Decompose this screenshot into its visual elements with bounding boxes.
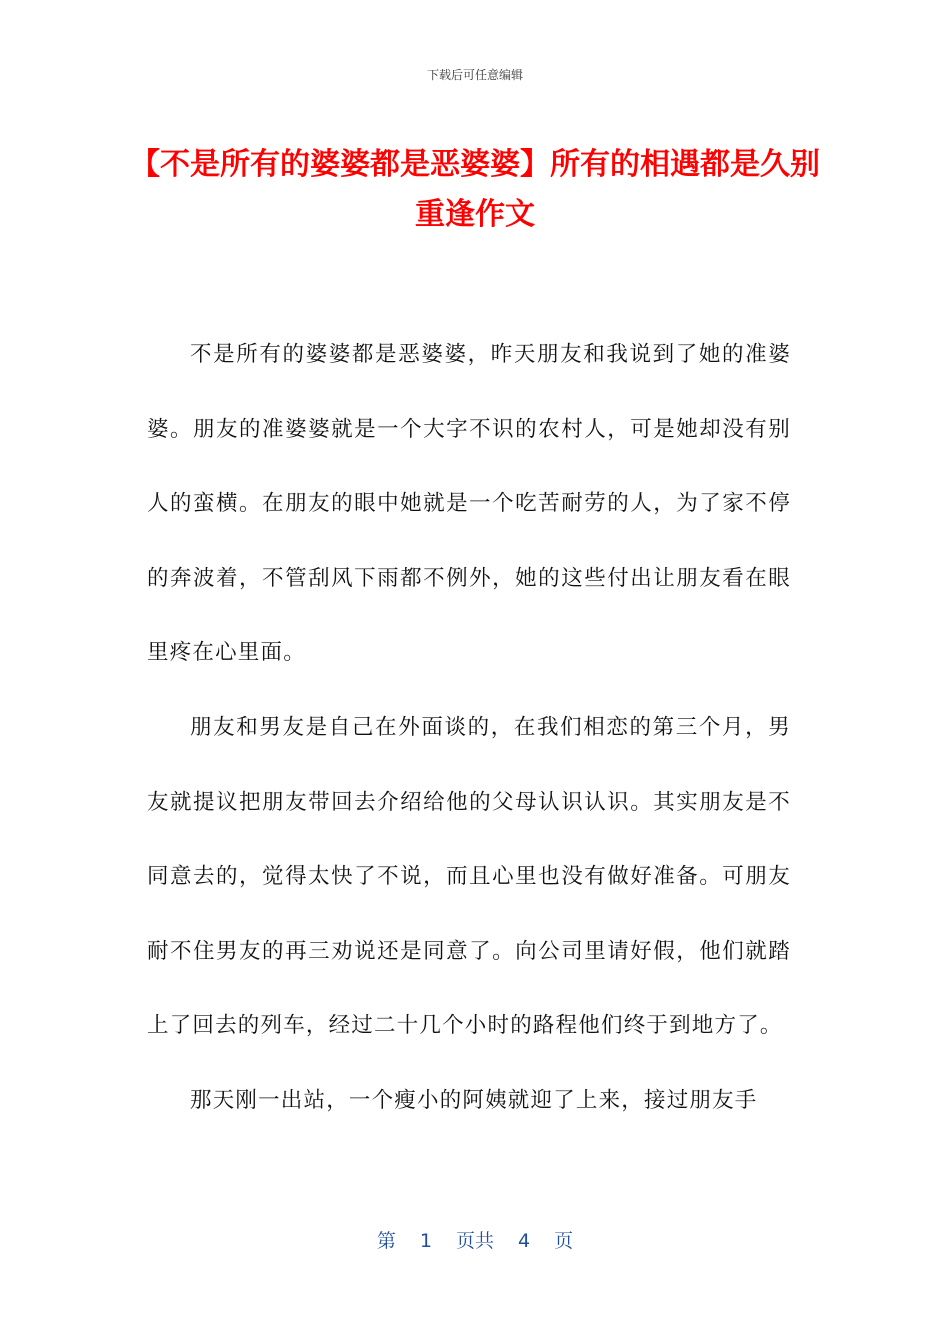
header-note: 下载后可任意编辑 [426, 68, 523, 82]
current-page-number: 1 [419, 1230, 432, 1252]
footer-suffix: 页 [554, 1230, 574, 1252]
document-body [147, 318, 791, 1139]
footer-prefix: 第 [376, 1230, 396, 1252]
page-footer [0, 1226, 950, 1253]
paragraph: 朋友和男友是自己在外面谈的，在我们相恋的第三个月，男友就提议把朋友带回去介绍给他的父母认识认识。其实朋友是不同意去的，觉得太快了不说，而且心里也没有做好准备。可朋友耐不住男友的再三劝说还是同意了。向公司里请好假，他们就踏上了回去的列车，经过二十几个小时的路程他们终于到地方了。 [147, 714, 791, 1039]
footer-middle: 页共 [455, 1230, 494, 1252]
paragraph: 不是所有的婆婆都是恶婆婆，昨天朋友和我说到了她的准婆婆。朋友的准婆婆就是一个大字不识的农村人，可是她却没有别人的蛮横。在朋友的眼中她就是一个吃苦耐劳的人，为了家不停的奔波着，不管刮风下雨都不例外，她的这些付出让朋友看在眼里疼在心里面。 [147, 342, 791, 666]
total-pages-number: 4 [518, 1230, 531, 1252]
document-title: 【不是所有的婆婆都是恶婆婆】所有的相遇都是久别重逢作文 [130, 147, 820, 232]
paragraph: 那天刚一出站，一个瘦小的阿姨就迎了上来，接过朋友手 [190, 1087, 758, 1113]
